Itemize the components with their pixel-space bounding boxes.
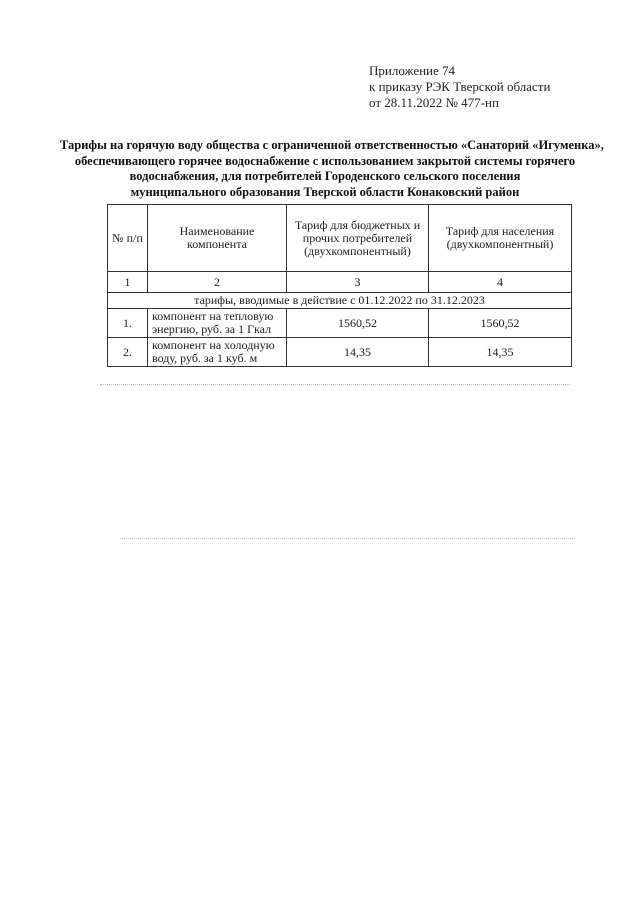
row-number: 2. (108, 338, 148, 367)
row-number: 1. (108, 309, 148, 338)
header-population-tariff: Тариф для населения (двухкомпонентный) (429, 205, 572, 272)
column-number-4: 4 (429, 272, 572, 293)
table-row (108, 338, 572, 367)
row-population-value: 1560,52 (429, 309, 572, 338)
header-budget-tariff: Тариф для бюджетных и прочих потребителей (двухкомпонентный) (287, 205, 429, 272)
document-title (60, 138, 604, 200)
table-row (108, 309, 572, 338)
appendix-line-3: от 28.11.2022 № 477-нп (369, 95, 499, 110)
scan-artifact-line (120, 538, 575, 539)
row-budget-value: 14,35 (287, 338, 429, 367)
period-row (108, 293, 572, 309)
column-number-row (108, 272, 572, 293)
row-budget-value: 1560,52 (287, 309, 429, 338)
title-line-4: муниципального образования Тверской области Конаковский район (130, 184, 520, 199)
column-number-2: 2 (148, 272, 287, 293)
tariffs-table (107, 204, 572, 367)
header-component: Наименование компонента (148, 205, 287, 272)
scan-artifact-line (100, 384, 570, 385)
title-line-2: обеспечивающего горячее водоснабжение с использованием закрытой системы горячего (74, 153, 576, 168)
table-header-row (108, 205, 572, 272)
appendix-header (369, 63, 550, 111)
title-line-1: Тарифы на горячую воду общества с ограниченной ответственностью «Санаторий «Игуменка», (60, 138, 604, 152)
row-component-name: компонент на холодную воду, руб. за 1 куб. м (148, 338, 287, 367)
row-population-value: 14,35 (429, 338, 572, 367)
appendix-line-1: Приложение 74 (369, 63, 456, 78)
column-number-3: 3 (287, 272, 429, 293)
header-number: № п/п (108, 205, 148, 272)
column-number-1: 1 (108, 272, 148, 293)
period-label: тарифы, вводимые в действие с 01.12.2022 по 31.12.2023 (108, 293, 572, 309)
title-line-3: водоснабжения, для потребителей Городенского сельского поселения (129, 169, 521, 183)
appendix-line-2: к приказу РЭК Тверской области (369, 79, 551, 94)
row-component-name: компонент на тепловую энергию, руб. за 1 Гкал (148, 309, 287, 338)
